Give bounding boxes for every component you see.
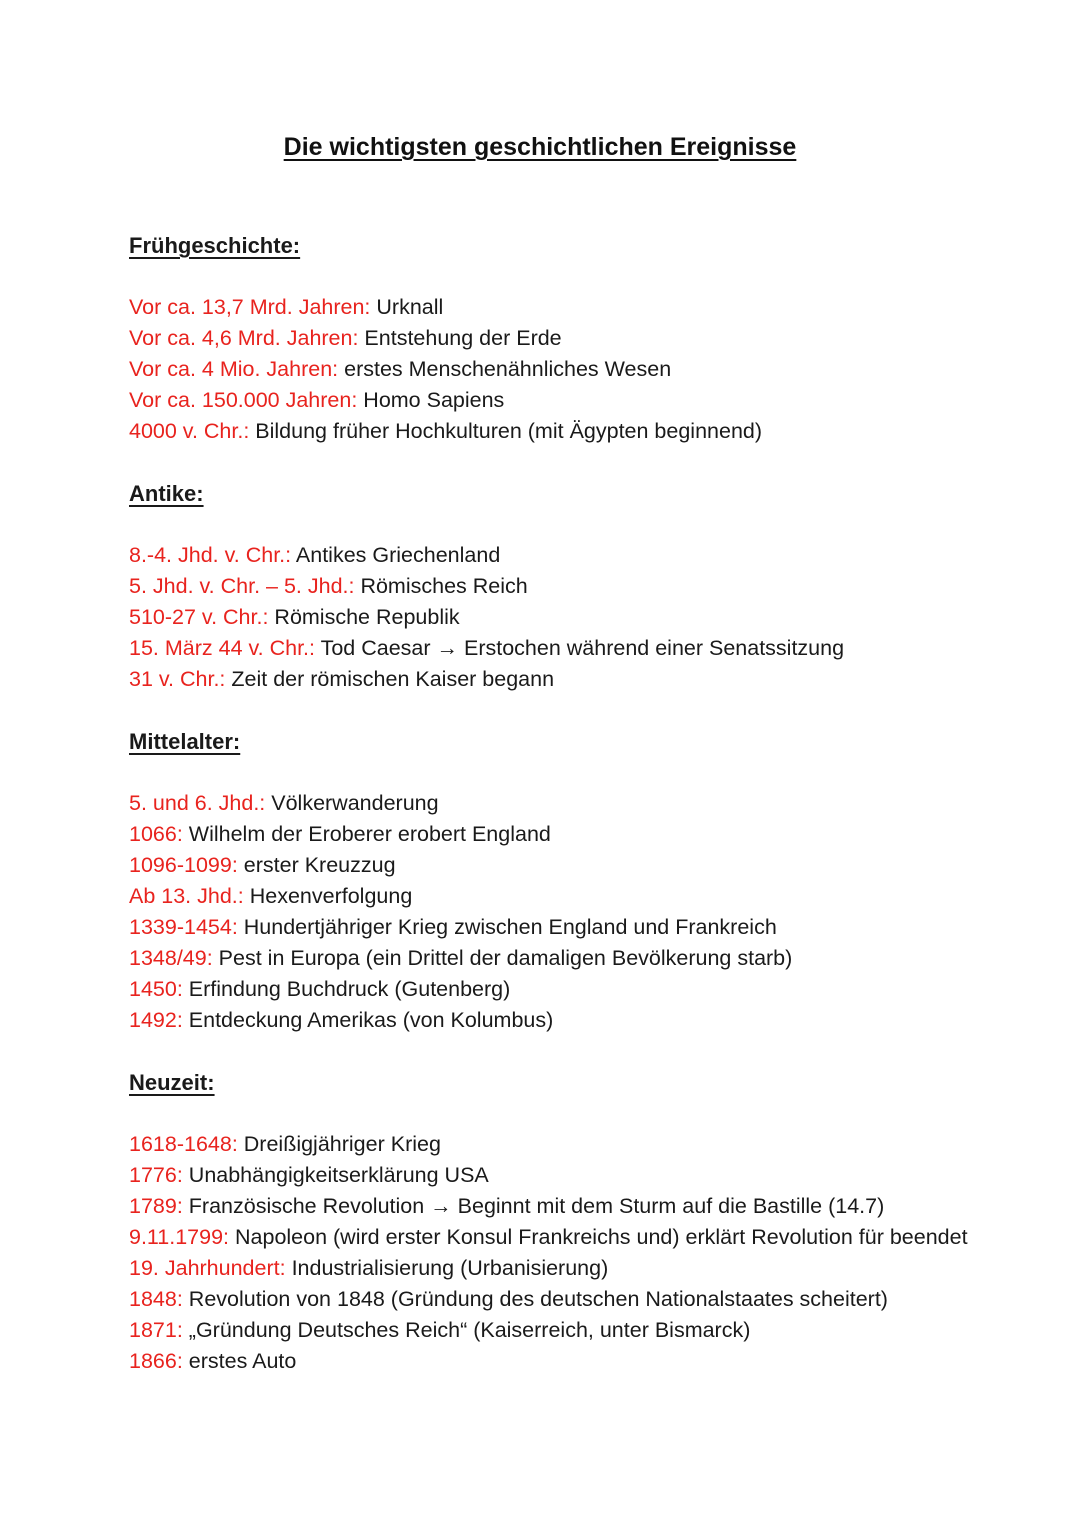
event-list bbox=[129, 788, 969, 1036]
event-item bbox=[129, 788, 969, 819]
event-item bbox=[129, 943, 969, 974]
event-date: 15. März 44 v. Chr.: bbox=[129, 636, 316, 660]
event-date: 1450: bbox=[129, 977, 183, 1001]
event-item bbox=[129, 1315, 969, 1346]
event-text: Antikes Griechenland bbox=[291, 543, 501, 567]
event-item bbox=[129, 602, 969, 633]
event-item bbox=[129, 1346, 969, 1377]
event-date: 510-27 v. Chr.: bbox=[129, 605, 269, 629]
event-list bbox=[129, 292, 969, 447]
section-heading: Mittelalter: bbox=[129, 729, 241, 754]
event-item bbox=[129, 292, 969, 323]
event-item bbox=[129, 1284, 969, 1315]
event-date: 1348/49: bbox=[129, 946, 213, 970]
event-text: Wilhelm der Eroberer erobert England bbox=[182, 822, 551, 846]
event-date: 5. und 6. Jhd.: bbox=[129, 791, 266, 815]
event-date: 31 v. Chr.: bbox=[129, 667, 226, 691]
event-text: Industrialisierung (Urbanisierung) bbox=[285, 1256, 609, 1280]
event-date: Vor ca. 4,6 Mrd. Jahren: bbox=[129, 326, 359, 350]
event-text: Dreißigjähriger Krieg bbox=[237, 1132, 441, 1156]
event-item bbox=[129, 416, 969, 447]
event-date: Vor ca. 4 Mio. Jahren: bbox=[129, 357, 339, 381]
event-text: Pest in Europa (ein Drittel der damaligen Bevölkerung starb) bbox=[212, 946, 793, 970]
event-date: 1789: bbox=[129, 1194, 183, 1218]
event-date: Vor ca. 150.000 Jahren: bbox=[129, 388, 358, 412]
event-date: 1871: bbox=[129, 1318, 183, 1342]
event-date: 1492: bbox=[129, 1008, 183, 1032]
event-item bbox=[129, 881, 969, 912]
event-text: „Gründung Deutsches Reich“ (Kaiserreich, unter Bismarck) bbox=[182, 1318, 751, 1342]
event-item bbox=[129, 1129, 969, 1160]
event-text: Zeit der römischen Kaiser begann bbox=[225, 667, 555, 691]
section-heading: Antike: bbox=[129, 481, 204, 506]
event-date: 1776: bbox=[129, 1163, 183, 1187]
event-item bbox=[129, 1253, 969, 1284]
event-list bbox=[129, 1129, 969, 1377]
section-heading: Frühgeschichte: bbox=[129, 233, 301, 258]
event-item bbox=[129, 1005, 969, 1036]
event-date: 5. Jhd. v. Chr. – 5. Jhd.: bbox=[129, 574, 355, 598]
event-date: 1339-1454: bbox=[129, 915, 238, 939]
event-text: erster Kreuzzug bbox=[237, 853, 396, 877]
event-text: Tod Caesar → Erstochen während einer Senatssitzung bbox=[315, 636, 845, 660]
event-date: 1096-1099: bbox=[129, 853, 238, 877]
event-item bbox=[129, 819, 969, 850]
event-text: Unabhängigkeitserklärung USA bbox=[182, 1163, 489, 1187]
event-text: Völkerwanderung bbox=[265, 791, 439, 815]
event-text: Revolution von 1848 (Gründung des deutschen Nationalstaates scheitert) bbox=[182, 1287, 888, 1311]
event-text: Französische Revolution → Beginnt mit dem Sturm auf die Bastille (14.7) bbox=[182, 1194, 885, 1218]
event-item bbox=[129, 1222, 969, 1253]
section-heading: Neuzeit: bbox=[129, 1070, 215, 1095]
event-text: Hexenverfolgung bbox=[243, 884, 413, 908]
event-item bbox=[129, 571, 969, 602]
event-item bbox=[129, 633, 969, 664]
event-item bbox=[129, 1160, 969, 1191]
event-item bbox=[129, 385, 969, 416]
event-text: Homo Sapiens bbox=[357, 388, 505, 412]
event-item bbox=[129, 974, 969, 1005]
event-text: Hundertjähriger Krieg zwischen England und Frankreich bbox=[237, 915, 777, 939]
event-date: Vor ca. 13,7 Mrd. Jahren: bbox=[129, 295, 371, 319]
event-date: 1848: bbox=[129, 1287, 183, 1311]
event-item bbox=[129, 1191, 969, 1222]
event-date: Ab 13. Jhd.: bbox=[129, 884, 244, 908]
event-text: Urknall bbox=[370, 295, 444, 319]
event-text: Entstehung der Erde bbox=[358, 326, 562, 350]
event-text: Bildung früher Hochkulturen (mit Ägypten beginnend) bbox=[249, 419, 763, 443]
document-body bbox=[129, 230, 969, 1408]
event-date: 9.11.1799: bbox=[129, 1225, 230, 1249]
event-text: erstes Auto bbox=[182, 1349, 297, 1373]
event-date: 1618-1648: bbox=[129, 1132, 238, 1156]
event-item bbox=[129, 912, 969, 943]
event-text: Römisches Reich bbox=[354, 574, 528, 598]
event-date: 4000 v. Chr.: bbox=[129, 419, 250, 443]
section-mittelalter bbox=[129, 726, 969, 1036]
event-date: 19. Jahrhundert: bbox=[129, 1256, 286, 1280]
section-neuzeit bbox=[129, 1067, 969, 1377]
section-fruehgeschichte bbox=[129, 230, 969, 447]
event-text: Erfindung Buchdruck (Gutenberg) bbox=[182, 977, 511, 1001]
event-list bbox=[129, 540, 969, 695]
event-date: 1066: bbox=[129, 822, 183, 846]
event-item bbox=[129, 540, 969, 571]
event-text: Napoleon (wird erster Konsul Frankreichs und) erklärt Revolution für beendet bbox=[229, 1225, 968, 1249]
event-text: Römische Republik bbox=[268, 605, 460, 629]
event-item bbox=[129, 850, 969, 881]
event-date: 8.-4. Jhd. v. Chr.: bbox=[129, 543, 292, 567]
section-antike bbox=[129, 478, 969, 695]
event-date: 1866: bbox=[129, 1349, 183, 1373]
event-item bbox=[129, 323, 969, 354]
event-item bbox=[129, 354, 969, 385]
event-item bbox=[129, 664, 969, 695]
event-text: Entdeckung Amerikas (von Kolumbus) bbox=[182, 1008, 554, 1032]
event-text: erstes Menschenähnliches Wesen bbox=[338, 357, 672, 381]
page-title: Die wichtigsten geschichtlichen Ereignisse bbox=[283, 133, 797, 161]
